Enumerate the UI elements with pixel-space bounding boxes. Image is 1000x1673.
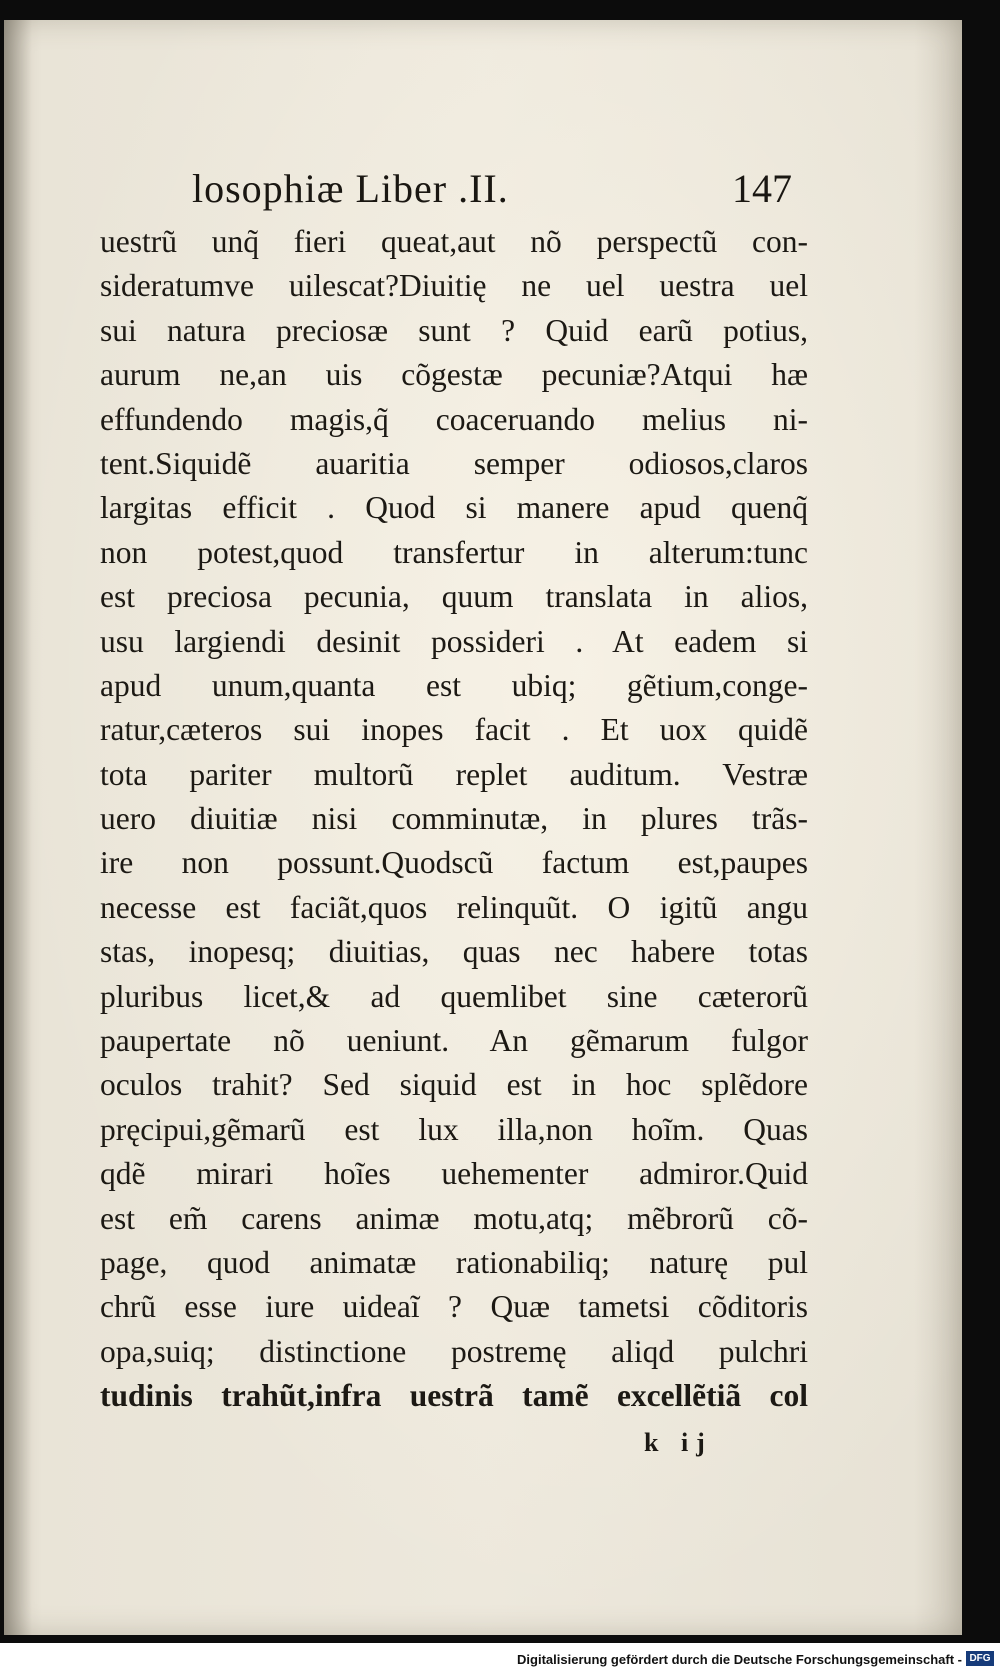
text-line: usu largiendi desinit possideri . At eadem si	[100, 623, 808, 659]
funding-credit: Digitalisierung gefördert durch die Deutsche Forschungsgemeinschaft -	[517, 1652, 962, 1667]
text-line: sui natura preciosæ sunt ? Quid earũ potius,	[100, 312, 808, 348]
text-line: est em̃ carens animæ motu,atq; mẽbrorũ cõ-	[100, 1200, 808, 1236]
text-line: qdẽ mirari hoĩes uehementer admiror.Quid	[100, 1156, 808, 1192]
text-line: stas, inopesq; diuitias, quas nec habere totas	[100, 934, 808, 970]
book-page	[4, 20, 962, 1635]
text-line: largitas efficit . Quod si manere apud quenq̃	[100, 490, 808, 526]
dfg-logo[interactable]: DFG	[966, 1651, 994, 1666]
running-head: losophiæ Liber .II.	[192, 166, 509, 211]
gutter-shadow	[4, 20, 32, 1635]
text-block	[100, 220, 808, 1419]
text-line: uestrũ unq̃ fieri queat,aut nõ perspectũ con-	[100, 224, 808, 259]
text-line: ratur,cæteros sui inopes facit . Et uox quidẽ	[100, 712, 808, 748]
text-line: paupertate nõ ueniunt. An gẽmarum fulgor	[100, 1023, 808, 1059]
text-line: page, quod animatæ rationabiliq; naturę pul	[100, 1244, 808, 1280]
text-line: opa,suiq; distinctione postremę aliqd pulchri	[100, 1333, 808, 1369]
text-line: est preciosa pecunia, quum translata in alios,	[100, 579, 808, 615]
text-line: tudinis trahũt,infra uestrã tamẽ excellẽtiã col	[100, 1378, 808, 1414]
text-line: ire non possunt.Quodscũ factum est,paupes	[100, 845, 808, 881]
text-line: effundendo magis,q̃ coaceruando melius ni-	[100, 401, 808, 437]
page-header	[192, 165, 792, 217]
text-line: pluribus licet,& ad quemlibet sine cæterorũ	[100, 978, 808, 1014]
text-line: pręcipui,gẽmarũ est lux illa,non hoĩm. Quas	[100, 1111, 808, 1147]
text-line: necesse est faciãt,quos relinquũt. O igitũ angu	[100, 889, 808, 925]
text-line: sideratumve uilescat?Diuitię ne uel uestra uel	[100, 268, 808, 304]
text-line: tota pariter multorũ replet auditum. Vestræ	[100, 756, 808, 792]
signature-mark: k ij	[644, 1428, 713, 1457]
text-line: chrũ esse iure uideaĩ ? Quæ tametsi cõditoris	[100, 1289, 808, 1325]
text-line: non potest,quod transfertur in alterum:tunc	[100, 534, 808, 570]
text-line: tent.Siquidẽ auaritia semper odiosos,claros	[100, 445, 808, 481]
text-line: uero diuitiæ nisi comminutæ, in plures trãs-	[100, 801, 808, 837]
footer-bar	[0, 1643, 1000, 1673]
text-line: aurum ne,an uis cõgestæ pecuniæ?Atqui hæ	[100, 357, 808, 393]
text-line: oculos trahit? Sed siquid est in hoc splẽdore	[100, 1067, 808, 1103]
text-line: apud unum,quanta est ubiq; gẽtium,conge-	[100, 667, 808, 703]
page-number: 147	[732, 166, 792, 211]
